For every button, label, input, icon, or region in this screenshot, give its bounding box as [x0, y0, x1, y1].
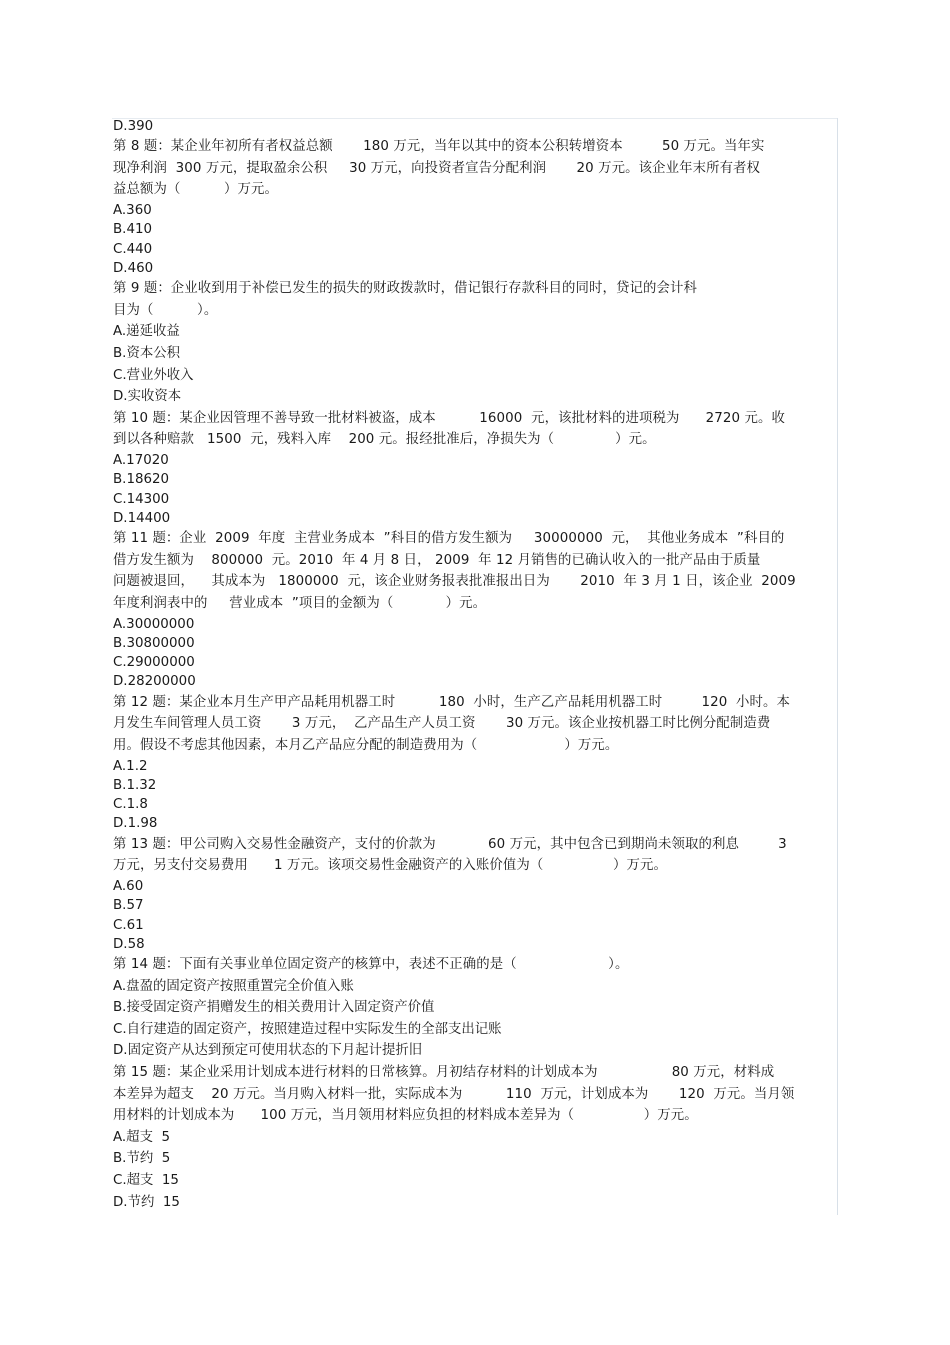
answer-option: C.超支 15: [113, 1173, 179, 1189]
answer-option: A.60: [113, 878, 144, 894]
question-block: [113, 954, 835, 1062]
answer-option: A.1.2: [113, 758, 148, 774]
answer-option: C.1.8: [113, 797, 148, 813]
answer-option: D.28200000: [113, 674, 196, 690]
question-stem-continued: 用材料的计划成本为 100 万元，当月领用材料应负担的材料成本差异为（ ）万元。: [113, 1108, 698, 1124]
answer-option: A.超支 5: [113, 1129, 170, 1145]
answer-option: D.固定资产从达到预定可使用状态的下月起计提折旧: [113, 1043, 423, 1059]
page-border-right: [837, 118, 838, 1215]
answer-option: B.资本公积: [113, 346, 181, 362]
answer-option: D.14400: [113, 510, 171, 526]
question-stem-continued: 本差异为超支 20 万元。当月购入材料一批，实际成本为 110 万元，计划成本为 120 万元。当月领: [113, 1086, 795, 1102]
question-stem: 第 13 题：甲公司购入交易性金融资产，支付的价款为 60 万元，其中包含已到期尚未领取的利息 3: [113, 836, 787, 852]
question-stem: 第 10 题：某企业因管理不善导致一批材料被盗，成本 16000 元，该批材料的进项税为 2720 元。收: [113, 410, 785, 426]
question-stem-continued: 借方发生额为 800000 元。2010 年 4 月 8 日， 2009 年 12 月销售的已确认收入的一批产品由于质量: [113, 552, 761, 568]
question-stem: 第 15 题：某企业采用计划成本进行材料的日常核算。月初结存材料的计划成本为 80 万元，材料成: [113, 1065, 775, 1081]
answer-option: D.460: [113, 260, 154, 276]
question-block: [113, 278, 835, 408]
question-stem-continued: 现净利润 300 万元，提取盈余公积 30 万元，向投资者宣告分配利润 20 万元。该企业年末所有者权: [113, 160, 761, 176]
answer-option: D.1.98: [113, 816, 158, 832]
question-stem-continued: 月发生车间管理人员工资 3 万元， 乙产品生产人员工资 30 万元。该企业按机器工时比例分配制造费: [113, 716, 771, 732]
answer-option: A.360: [113, 203, 152, 219]
question-block: [113, 528, 835, 692]
answer-option: B.接受固定资产捐赠发生的相关费用计入固定资产价值: [113, 1000, 435, 1016]
question-stem-continued: 到以各种赔款 1500 元，残料入库 200 元。报经批准后，净损失为（ ）元。: [113, 432, 656, 448]
question-stem-continued: 万元，另支付交易费用 1 万元。该项交易性金融资产的入账价值为（ ）万元。: [113, 858, 668, 874]
question-stem-continued: 问题被退回， 其成本为 1800000 元，该企业财务报表批准报出日为 2010 年 3 月 1 日，该企业 2009: [113, 574, 796, 590]
question-stem: 第 14 题：下面有关事业单位固定资产的核算中，表述不正确的是（ ）。: [113, 957, 629, 973]
question-stem: 第 8 题：某企业年初所有者权益总额 180 万元，当年以其中的资本公积转增资本 50 万元。当年实: [113, 139, 765, 155]
answer-option: A.递延收益: [113, 324, 180, 340]
answer-option: C.61: [113, 917, 144, 933]
question-list: [113, 117, 835, 1213]
answer-option: C.自行建造的固定资产，按照建造过程中实际发生的全部支出记账: [113, 1021, 502, 1037]
answer-option: D.节约 15: [113, 1194, 180, 1210]
answer-option: A.30000000: [113, 616, 195, 632]
question-stem-continued: 益总额为（ ）万元。: [113, 182, 278, 198]
question-stem-continued: 目为（ ）。: [113, 302, 218, 318]
question-stem: 第 11 题：企业 2009 年度 主营业务成本 ”科目的借方发生额为 30000000 元， 其他业务成本 ”科目的: [113, 531, 785, 547]
answer-option: D.实收资本: [113, 389, 182, 405]
question-block: [113, 1062, 835, 1213]
question-block: [113, 408, 835, 528]
question-stem: 第 9 题：企业收到用于补偿已发生的损失的财政拨款时，借记银行存款科目的同时，贷记的会计科: [113, 281, 697, 297]
answer-option: C.14300: [113, 491, 170, 507]
answer-option: B.18620: [113, 472, 170, 488]
answer-option: B.57: [113, 898, 144, 914]
question-block: [113, 834, 835, 954]
answer-option: C.440: [113, 241, 153, 257]
question-stem: 第 12 题：某企业本月生产甲产品耗用机器工时 180 小时，生产乙产品耗用机器工时 120 小时。本: [113, 694, 791, 710]
question-block: [113, 136, 835, 278]
answer-option: B.410: [113, 222, 153, 238]
answer-option: B.1.32: [113, 777, 157, 793]
question-block: [113, 692, 835, 834]
question-stem-continued: 用。假设不考虑其他因素，本月乙产品应分配的制造费用为（ ）万元。: [113, 737, 619, 753]
question-stem-continued: 年度利润表中的 营业成本 ”项目的金额为（ ）元。: [113, 595, 487, 611]
answer-option: B.30800000: [113, 635, 195, 651]
answer-option: A.盘盈的固定资产按照重置完全价值入账: [113, 978, 354, 994]
answer-option: C.营业外收入: [113, 367, 194, 383]
answer-option: D.58: [113, 936, 145, 952]
answer-option: C.29000000: [113, 655, 195, 671]
answer-option: B.节约 5: [113, 1151, 171, 1167]
previous-answer-option: D.390: [113, 119, 154, 134]
answer-option: A.17020: [113, 453, 169, 469]
